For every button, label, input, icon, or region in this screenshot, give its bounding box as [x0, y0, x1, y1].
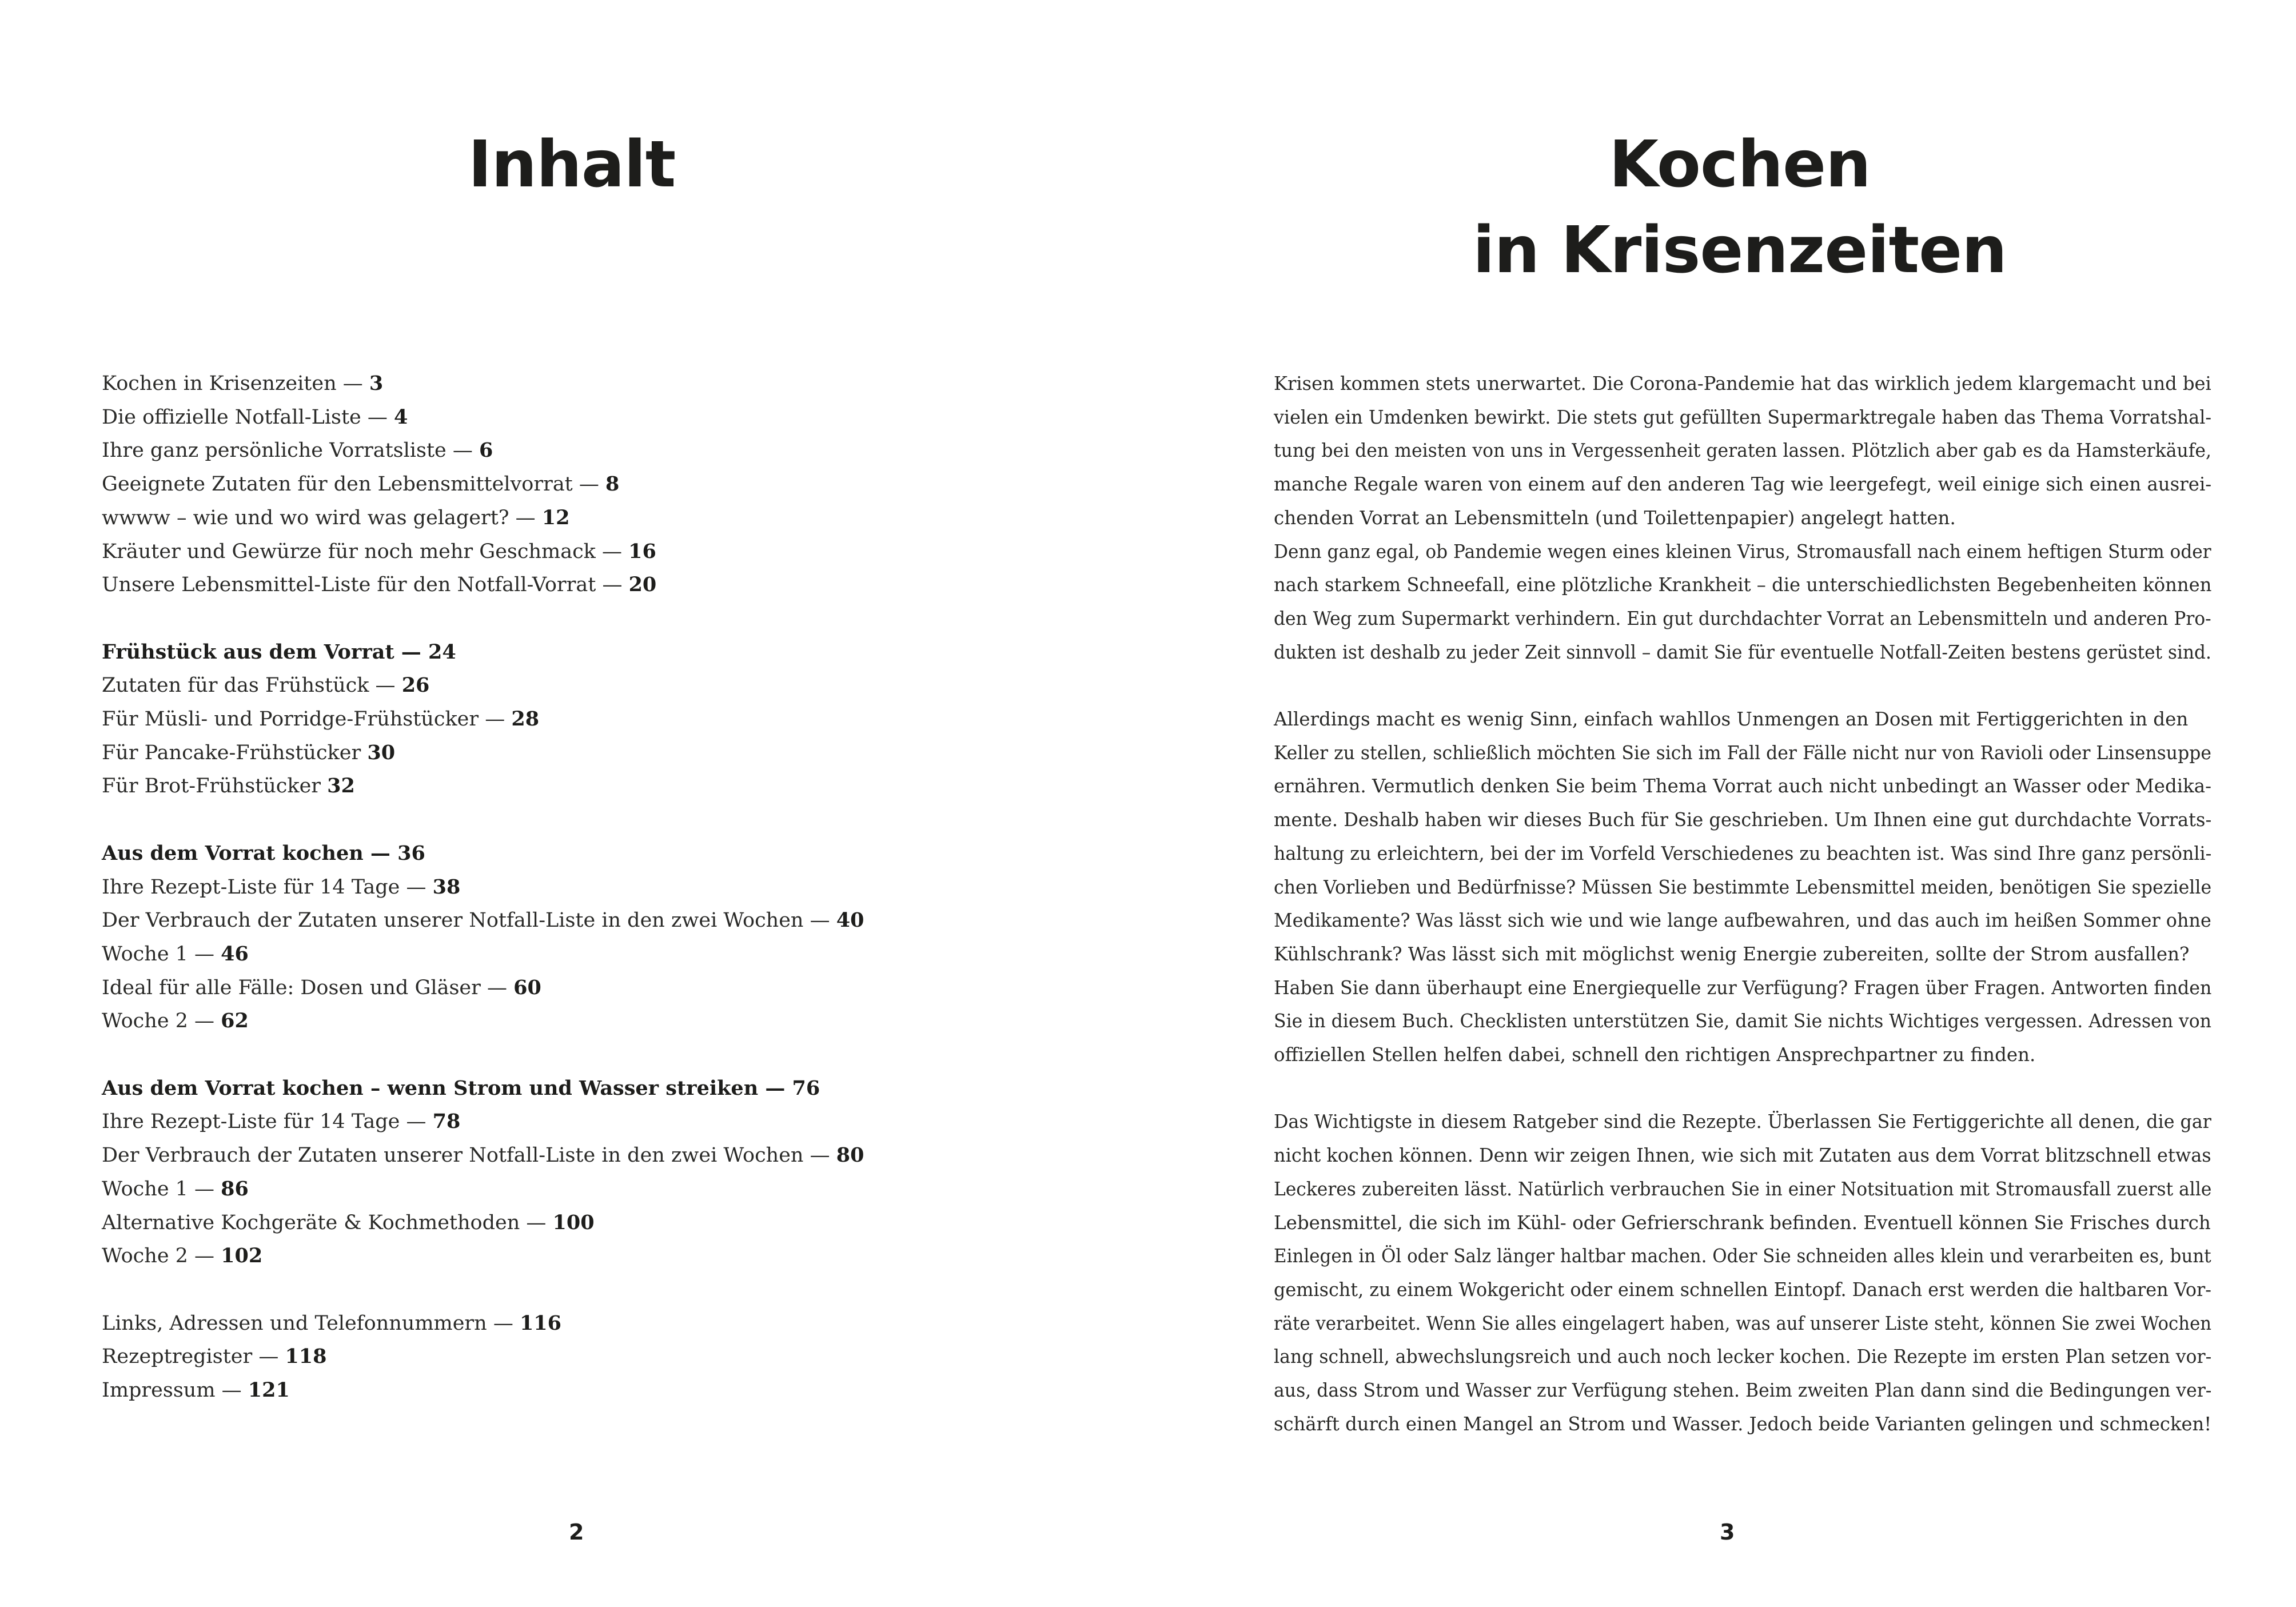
toc-entry-page: 30 — [367, 740, 396, 764]
toc-entry-title: Alternative Kochgeräte & Kochmethoden — — [102, 1211, 553, 1234]
toc-group — [102, 636, 1074, 804]
text-line: haltung zu erleichtern, bei der im Vorfeld Verschiedenes zu beachten ist. Was sind Ihre ganz persönli- — [1274, 842, 2212, 864]
toc-entry-page: 16 — [628, 539, 656, 563]
toc-entry — [102, 367, 1074, 401]
toc-entry — [102, 468, 1074, 501]
body-paragraph — [1274, 703, 2211, 1072]
toc-entry — [102, 1004, 1074, 1038]
text-line: den Weg zum Supermarkt verhindern. Ein gut durchdachter Vorrat an Lebensmitteln und anderen Pro- — [1274, 607, 2211, 629]
toc-entry-page: 4 — [394, 405, 408, 429]
toc-entry-page: 46 — [221, 942, 249, 966]
toc-entry-page: 78 — [432, 1110, 461, 1134]
toc-entry-title: Unsere Lebensmittel-Liste für den Notfall-Vorrat — — [102, 573, 629, 597]
toc-entry-page: 86 — [221, 1177, 249, 1201]
toc-entry-page: 12 — [541, 505, 570, 529]
toc-entry — [102, 1206, 1074, 1240]
text-line: gemischt, zu einem Wokgericht oder einem schnellen Eintopf. Danach erst werden die haltbaren Vor- — [1274, 1278, 2211, 1301]
toc-entry-title: wwww – wie und wo wird was gelagert? — — [102, 506, 542, 529]
toc-entry-title: Ihre ganz persönliche Vorratsliste — — [102, 439, 479, 462]
text-line: schärft durch einen Mangel an Strom und Wasser. Jedoch beide Varianten gelingen und schmecken! — [1274, 1413, 2212, 1435]
toc-entry-title: Aus dem Vorrat kochen – wenn Strom und Wasser streiken — — [102, 1076, 792, 1100]
toc-entry-title: Ihre Rezept-Liste für 14 Tage — — [102, 1110, 433, 1134]
toc-entry — [102, 1307, 1074, 1341]
toc-entry — [102, 1374, 1074, 1407]
toc-entry-title: Frühstück aus dem Vorrat — — [102, 640, 428, 664]
toc-entry-title: Der Verbrauch der Zutaten unserer Notfall-Liste in den zwei Wochen — — [102, 909, 836, 932]
text-line: Allerdings macht es wenig Sinn, einfach wahllos Unmengen an Dosen mit Fertiggerichten in den — [1274, 708, 2189, 731]
toc-entry — [102, 1340, 1074, 1374]
text-line: Keller zu stellen, schließlich möchten Sie sich im Fall der Fälle nicht nur von Ravioli oder Linsensuppe — [1274, 741, 2211, 764]
chapter-heading-line-1: Kochen — [1609, 127, 1871, 202]
toc-entry-title: Links, Adressen und Telefonnummern — — [102, 1311, 520, 1335]
toc-entry-page: 116 — [519, 1311, 562, 1335]
table-of-contents — [102, 367, 1074, 1407]
toc-entry — [102, 669, 1074, 703]
toc-entry-title: Geeignete Zutaten für den Lebensmittelvorrat — — [102, 473, 605, 496]
text-line: nach starkem Schneefall, eine plötzliche Krankheit – die unterschiedlichsten Begebenheiten können — [1274, 574, 2212, 596]
toc-entry-title: Aus dem Vorrat kochen — — [102, 841, 398, 865]
toc-entry-title: Ideal für alle Fälle: Dosen und Gläser — — [102, 976, 514, 999]
text-line: Denn ganz egal, ob Pandemie wegen eines kleinen Virus, Stromausfall nach einem heftigen Sturm oder — [1274, 540, 2211, 563]
toc-entry-title: Woche 1 — — [102, 1177, 221, 1201]
toc-entry — [102, 871, 1074, 904]
page-number-left: 2 — [569, 1520, 584, 1545]
text-line: chen Vorlieben und Bedürfnisse? Müssen Sie bestimmte Lebensmittel meiden, benötigen Sie spezielle — [1274, 876, 2212, 898]
toc-chapter-entry — [102, 636, 1074, 669]
toc-entry-page: 121 — [248, 1378, 290, 1402]
toc-entry-title: Für Pancake-Frühstücker — [102, 741, 368, 764]
text-line: ernähren. Vermutlich denken Sie beim Thema Vorrat auch nicht unbedingt an Wasser oder Medika- — [1274, 775, 2212, 797]
toc-entry-title: Woche 2 — — [102, 1245, 221, 1268]
toc-entry-page: 76 — [792, 1076, 820, 1100]
toc-entry-page: 102 — [221, 1244, 263, 1268]
toc-entry-page: 80 — [836, 1143, 864, 1167]
text-line: Kühlschrank? Was lässt sich mit möglichst wenig Energie zubereiten, sollte der Strom ausfallen? — [1274, 943, 2190, 965]
text-line: manche Regale waren von einem auf den anderen Tag wie leergefegt, weil einige sich einen ausrei- — [1274, 473, 2212, 496]
chapter-heading-line-2: in Krisenzeiten — [1473, 213, 2007, 288]
toc-entry — [102, 703, 1074, 736]
toc-group — [102, 367, 1074, 602]
page-number-right: 3 — [1720, 1520, 1735, 1545]
toc-entry — [102, 535, 1074, 569]
toc-entry-page: 6 — [479, 438, 493, 462]
toc-chapter-entry — [102, 1072, 1074, 1106]
toc-entry-title: Die offizielle Notfall-Liste — — [102, 405, 394, 429]
text-line: Krisen kommen stets unerwartet. Die Corona-Pandemie hat das wirklich jedem klargemacht und bei — [1274, 373, 2211, 394]
toc-entry-page: 20 — [628, 573, 657, 597]
text-line: räte verarbeitet. Wenn Sie alles eingelagert haben, was auf unserer Liste steht, können Sie zwei Wochen — [1274, 1312, 2212, 1334]
toc-entry-title: Für Brot-Frühstücker — [102, 775, 328, 798]
text-line: Lebensmittel, die sich im Kühl- oder Gefrierschrank befinden. Eventuell können Sie Frisches durch — [1274, 1211, 2211, 1234]
text-line: Das Wichtigste in diesem Ratgeber sind die Rezepte. Überlassen Sie Fertiggerichte all denen, die gar — [1274, 1111, 2211, 1133]
toc-entry-title: Impressum — — [102, 1379, 248, 1402]
text-line: chenden Vorrat an Lebensmitteln (und Toilettenpapier) angelegt hatten. — [1274, 507, 1956, 529]
text-line: Leckeres zubereiten lässt. Natürlich verbrauchen Sie in einer Notsituation mit Stromausfall zuerst alle — [1274, 1178, 2212, 1200]
toc-entry-title: Der Verbrauch der Zutaten unserer Notfall-Liste in den zwei Wochen — — [102, 1144, 836, 1167]
toc-entry-page: 60 — [513, 975, 541, 999]
toc-entry — [102, 401, 1074, 434]
toc-entry-page: 3 — [369, 372, 384, 395]
text-line: Sie in diesem Buch. Checklisten unterstützen Sie, damit Sie nichts Wichtiges vergessen. Adressen von — [1274, 1010, 2212, 1032]
toc-chapter-entry — [102, 837, 1074, 871]
toc-entry — [102, 971, 1074, 1005]
text-line: Haben Sie dann überhaupt eine Energiequelle zur Verfügung? Fragen über Fragen. Antworten finden — [1274, 976, 2212, 999]
toc-entry — [102, 769, 1074, 803]
toc-entry-page: 32 — [327, 774, 355, 798]
toc-entry-title: Zutaten für das Frühstück — — [102, 674, 402, 697]
text-line: tung bei den meisten von uns in Vergessenheit geraten lassen. Plötzlich aber gab es da Hamsterkäufe, — [1274, 440, 2211, 462]
toc-entry-page: 24 — [428, 640, 456, 664]
text-line: lang schnell, abwechslungsreich und auch noch lecker kochen. Die Rezepte im ersten Plan setzen vor- — [1274, 1346, 2212, 1368]
toc-group — [102, 1072, 1074, 1273]
toc-entry — [102, 736, 1074, 770]
toc-entry-title: Rezeptregister — — [102, 1345, 285, 1369]
toc-entry — [102, 1139, 1074, 1173]
toc-entry-page: 38 — [432, 875, 461, 899]
body-paragraph — [1274, 367, 2211, 669]
text-line: offiziellen Stellen helfen dabei, schnell den richtigen Ansprechpartner zu finden. — [1274, 1044, 2036, 1066]
toc-entry — [102, 1173, 1074, 1206]
toc-entry-page: 40 — [836, 908, 864, 932]
text-line: nicht kochen können. Denn wir zeigen Ihnen, wie sich mit Zutaten aus dem Vorrat blitzschnell etwas — [1274, 1145, 2211, 1167]
toc-entry — [102, 434, 1074, 468]
text-line: mente. Deshalb haben wir dieses Buch für Sie geschrieben. Um Ihnen eine gut durchdachte Vorrats- — [1274, 809, 2212, 831]
toc-entry — [102, 501, 1074, 535]
text-line: dukten ist deshalb zu jeder Zeit sinnvoll – damit Sie für eventuelle Notfall-Zeiten bestens gerüstet sind. — [1274, 641, 2211, 663]
toc-entry-page: 62 — [221, 1009, 249, 1033]
toc-entry-title: Kräuter und Gewürze für noch mehr Geschmack — — [102, 540, 629, 563]
toc-entry-page: 36 — [397, 841, 425, 865]
toc-entry — [102, 1105, 1074, 1139]
toc-entry-title: Ihre Rezept-Liste für 14 Tage — — [102, 875, 433, 899]
text-line: vielen ein Umdenken bewirkt. Die stets gut gefüllten Supermarktregale haben das Thema Vorratshal- — [1274, 406, 2212, 428]
toc-entry-page: 100 — [552, 1210, 595, 1234]
toc-entry-page: 118 — [285, 1345, 327, 1369]
text-line: Einlegen in Öl oder Salz länger haltbar machen. Oder Sie schneiden alles klein und verarbeiten es, bunt — [1274, 1245, 2211, 1267]
toc-entry-title: Woche 2 — — [102, 1010, 221, 1033]
text-line: aus, dass Strom und Wasser zur Verfügung stehen. Beim zweiten Plan dann sind die Bedingungen ver- — [1274, 1379, 2212, 1402]
text-line: Medikamente? Was lässt sich wie und wie lange aufbewahren, und das auch im heißen Sommer ohne — [1274, 910, 2211, 932]
toc-entry-title: Woche 1 — — [102, 942, 221, 966]
right-page — [1148, 0, 2296, 1607]
toc-heading: Inhalt — [468, 127, 676, 202]
chapter-heading — [1148, 122, 2296, 293]
chapter-body — [1274, 367, 2211, 1441]
toc-entry — [102, 938, 1074, 971]
toc-entry-title: Kochen in Krisenzeiten — — [102, 372, 369, 395]
toc-entry-page: 26 — [401, 673, 430, 697]
toc-entry-page: 8 — [605, 472, 620, 496]
toc-entry — [102, 568, 1074, 602]
toc-group — [102, 837, 1074, 1038]
toc-entry-title: Für Müsli- und Porridge-Frühstücker — — [102, 708, 512, 731]
toc-group — [102, 1307, 1074, 1407]
toc-entry — [102, 904, 1074, 938]
toc-entry — [102, 1239, 1074, 1273]
toc-entry-page: 28 — [511, 707, 540, 731]
body-paragraph — [1274, 1105, 2211, 1441]
